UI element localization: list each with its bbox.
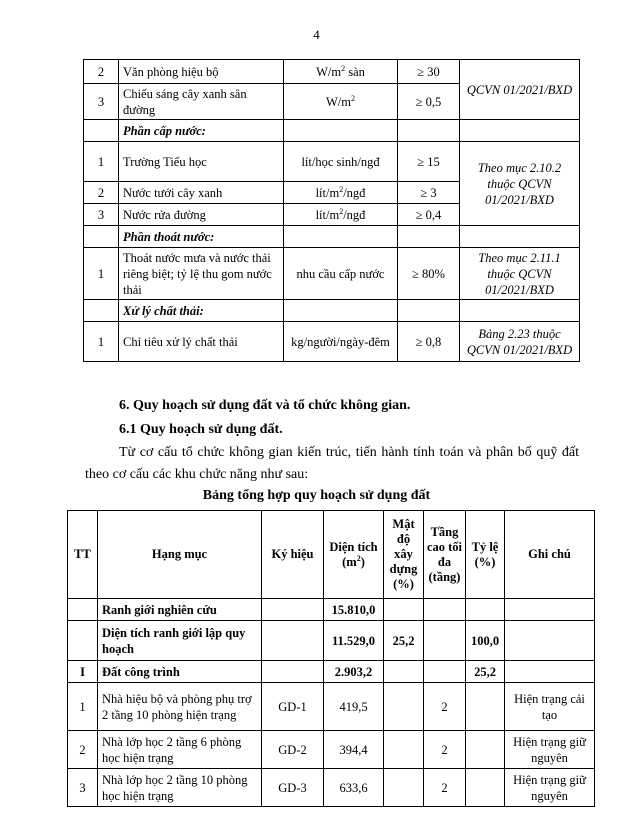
empty-cell bbox=[84, 226, 119, 248]
unit-sup: 2 bbox=[339, 184, 344, 194]
header-code: Ký hiệu bbox=[262, 511, 324, 599]
density-cell bbox=[384, 683, 424, 731]
item-name: Nhà lớp học 2 tầng 6 phòng học hiện trạng bbox=[98, 731, 262, 769]
ratio-cell: 100,0 bbox=[466, 621, 505, 661]
floors-cell bbox=[424, 661, 466, 683]
criteria-name: Trường Tiểu học bbox=[119, 142, 284, 182]
code-cell bbox=[262, 599, 324, 621]
ratio-cell bbox=[466, 731, 505, 769]
row-number: 2 bbox=[84, 60, 119, 84]
floors-cell: 2 bbox=[424, 769, 466, 807]
note-cell: Hiện trạng cải tạo bbox=[505, 683, 595, 731]
empty-cell bbox=[460, 226, 580, 248]
row-number: 3 bbox=[68, 769, 98, 807]
section-6-heading: 6. Quy hoạch sử dụng đất và tổ chức không gian. bbox=[119, 398, 411, 413]
row-number: 1 bbox=[84, 322, 119, 362]
section-row bbox=[84, 120, 580, 142]
table-row bbox=[68, 683, 595, 731]
empty-cell bbox=[284, 120, 398, 142]
empty-cell bbox=[84, 300, 119, 322]
row-number: 1 bbox=[84, 248, 119, 300]
unit-sup: 2 bbox=[351, 93, 355, 103]
empty-cell bbox=[84, 120, 119, 142]
note-cell: QCVN 01/2021/BXD bbox=[460, 60, 580, 120]
code-cell: GD-3 bbox=[262, 769, 324, 807]
section-label: Xử lý chất thải: bbox=[119, 300, 284, 322]
density-cell: 25,2 bbox=[384, 621, 424, 661]
unit-cell bbox=[284, 84, 398, 120]
table-row bbox=[68, 661, 595, 683]
area-cell: 11.529,0 bbox=[324, 621, 384, 661]
note-cell bbox=[505, 661, 595, 683]
density-cell bbox=[384, 731, 424, 769]
item-name: Nhà hiệu bộ và phòng phụ trợ 2 tầng 10 phòng hiện trạng bbox=[98, 683, 262, 731]
value-cell: ≥ 0,4 bbox=[398, 204, 460, 226]
ratio-cell bbox=[466, 599, 505, 621]
page-number: 4 bbox=[313, 27, 320, 42]
row-number: 3 bbox=[84, 204, 119, 226]
unit-main: lít/học sinh/ngđ bbox=[301, 154, 380, 169]
empty-cell bbox=[398, 300, 460, 322]
note-cell: Hiện trạng giữ nguyên bbox=[505, 769, 595, 807]
ratio-cell: 25,2 bbox=[466, 661, 505, 683]
unit-sup: 2 bbox=[339, 206, 344, 216]
table-row bbox=[68, 599, 595, 621]
criteria-name: Nước rửa đường bbox=[119, 204, 284, 226]
table-row bbox=[84, 60, 580, 84]
header-note: Ghi chú bbox=[505, 511, 595, 599]
header-item: Hạng mục bbox=[98, 511, 262, 599]
unit-cell bbox=[284, 60, 398, 84]
area-cell: 2.903,2 bbox=[324, 661, 384, 683]
section-row bbox=[84, 300, 580, 322]
note-cell: Theo mục 2.10.2 thuộc QCVN 01/2021/BXD bbox=[460, 142, 580, 226]
unit-cell bbox=[284, 204, 398, 226]
criteria-name: Thoát nước mưa và nước thải riêng biệt; tỷ lệ thu gom nước thải bbox=[119, 248, 284, 300]
area-cell: 394,4 bbox=[324, 731, 384, 769]
criteria-name: Chỉ tiêu xử lý chất thải bbox=[119, 322, 284, 362]
value-cell: ≥ 0,5 bbox=[398, 84, 460, 120]
header-density: Mật độ xây dựng (%) bbox=[384, 511, 424, 599]
floors-cell bbox=[424, 599, 466, 621]
item-name: Diện tích ranh giới lập quy hoạch bbox=[98, 621, 262, 661]
area-cell: 419,5 bbox=[324, 683, 384, 731]
table-row bbox=[68, 731, 595, 769]
row-number bbox=[68, 599, 98, 621]
empty-cell bbox=[284, 300, 398, 322]
code-cell: GD-1 bbox=[262, 683, 324, 731]
ratio-cell bbox=[466, 683, 505, 731]
row-number: I bbox=[68, 661, 98, 683]
unit-main: W/m bbox=[326, 94, 351, 109]
unit-tail: /ngđ bbox=[343, 207, 366, 222]
density-cell bbox=[384, 599, 424, 621]
section-row bbox=[84, 226, 580, 248]
header-area: Diện tích $(m^2)$ bbox=[324, 511, 384, 599]
table-row bbox=[68, 621, 595, 661]
note-cell bbox=[505, 621, 595, 661]
value-cell: ≥ 0,8 bbox=[398, 322, 460, 362]
header-ratio: Tỷ lệ (%) bbox=[466, 511, 505, 599]
item-name: Đất công trình bbox=[98, 661, 262, 683]
table-row bbox=[84, 322, 580, 362]
row-number: 2 bbox=[68, 731, 98, 769]
section-6-1-heading: 6.1 Quy hoạch sử dụng đất. bbox=[119, 422, 283, 437]
code-cell: GD-2 bbox=[262, 731, 324, 769]
unit-main: W/m bbox=[316, 64, 342, 79]
code-cell bbox=[262, 661, 324, 683]
empty-cell bbox=[460, 300, 580, 322]
item-name: Nhà lớp học 2 tầng 10 phòng học hiện trạng bbox=[98, 769, 262, 807]
code-cell bbox=[262, 621, 324, 661]
table-row bbox=[84, 142, 580, 182]
table-row bbox=[68, 769, 595, 807]
value-cell: ≥ 15 bbox=[398, 142, 460, 182]
empty-cell bbox=[284, 226, 398, 248]
row-number bbox=[68, 621, 98, 661]
criteria-name: Nước tưới cây xanh bbox=[119, 182, 284, 204]
unit-cell bbox=[284, 248, 398, 300]
header-tt: TT bbox=[68, 511, 98, 599]
unit-cell bbox=[284, 322, 398, 362]
item-name: Ranh giới nghiên cứu bbox=[98, 599, 262, 621]
note-cell bbox=[505, 599, 595, 621]
section-label: Phần cấp nước: bbox=[119, 120, 284, 142]
ratio-cell bbox=[466, 769, 505, 807]
section-6-paragraph: Từ cơ cấu tổ chức không gian kiến trúc, tiến hành tính toán và phân bố quỹ đất theo cơ cấu các khu chức năng như sau: bbox=[85, 445, 579, 482]
value-cell: ≥ 80% bbox=[398, 248, 460, 300]
note-cell: Bảng 2.23 thuộc QCVN 01/2021/BXD bbox=[460, 322, 580, 362]
value-cell: ≥ 30 bbox=[398, 60, 460, 84]
density-cell bbox=[384, 661, 424, 683]
land-use-table-caption: Bảng tổng hợp quy hoạch sử dụng đất bbox=[202, 488, 431, 503]
floors-cell: 2 bbox=[424, 731, 466, 769]
unit-main: lít/m bbox=[315, 185, 340, 200]
row-number: 1 bbox=[84, 142, 119, 182]
unit-main: kg/người/ngày-đêm bbox=[291, 334, 390, 349]
unit-sup: 2 bbox=[341, 63, 346, 73]
note-cell: Hiện trạng giữ nguyên bbox=[505, 731, 595, 769]
unit-cell bbox=[284, 182, 398, 204]
table-row bbox=[84, 248, 580, 300]
row-number: 3 bbox=[84, 84, 119, 120]
value-cell: ≥ 3 bbox=[398, 182, 460, 204]
empty-cell bbox=[398, 226, 460, 248]
unit-main: lít/m bbox=[315, 207, 340, 222]
unit-main: nhu cầu cấp nước bbox=[296, 266, 385, 281]
empty-cell bbox=[460, 120, 580, 142]
density-cell bbox=[384, 769, 424, 807]
technical-criteria-table bbox=[83, 59, 580, 362]
floors-cell: 2 bbox=[424, 683, 466, 731]
unit-cell bbox=[284, 142, 398, 182]
row-number: 1 bbox=[68, 683, 98, 731]
unit-tail: sàn bbox=[345, 64, 365, 79]
area-cell: 633,6 bbox=[324, 769, 384, 807]
empty-cell bbox=[398, 120, 460, 142]
section-label: Phần thoát nước: bbox=[119, 226, 284, 248]
row-number: 2 bbox=[84, 182, 119, 204]
area-cell: 15.810,0 bbox=[324, 599, 384, 621]
criteria-name: Chiếu sáng cây xanh sân đường bbox=[119, 84, 284, 120]
criteria-name: Văn phòng hiệu bộ bbox=[119, 60, 284, 84]
floors-cell bbox=[424, 621, 466, 661]
note-cell: Theo mục 2.11.1 thuộc QCVN 01/2021/BXD bbox=[460, 248, 580, 300]
header-floors: Tầng cao tối đa (tầng) bbox=[424, 511, 466, 599]
land-use-table bbox=[67, 510, 595, 807]
unit-tail: /ngđ bbox=[343, 185, 366, 200]
